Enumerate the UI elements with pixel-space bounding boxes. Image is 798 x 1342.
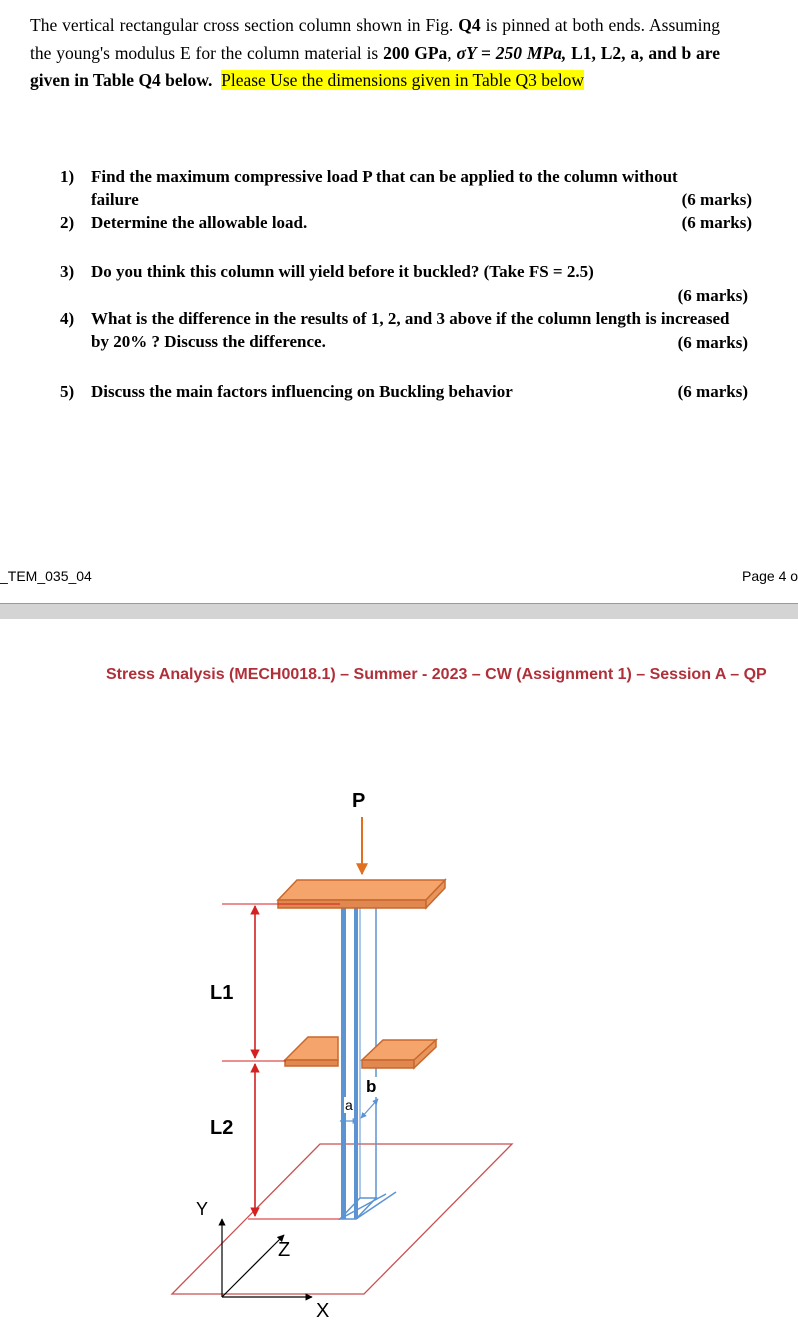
footer-doc-code: _TEM_035_04 [0,568,92,584]
l1-label: L1 [210,982,234,1004]
question-1: 1) Find the maximum compressive load P that can be applied to the column without failure (6 marks) [60,167,752,209]
yield-stress: σY = 250 MPa, [456,42,567,63]
figure-reference: Q4 [458,15,481,35]
question-3-marks: (6 marks) [677,286,748,305]
axis-z-label: Z [278,1239,291,1261]
dim-b-label: b [366,1077,377,1096]
problem-statement: The vertical rectangular cross section column shown in Fig. Q4 is pinned at both ends. Assuming the young's modulus E for the column material is 200 GPa, σY = 250 MPa, L1, L2, a, and b are given in Table Q4 below. Please Use the dimensions given in Table Q3 below [30,15,721,90]
question-4: 4) What is the difference in the results of 1, 2, and 3 above if the column length is increased by 20% ? Discuss the difference. (6 marks) [60,309,748,352]
youngs-modulus: 200 GPa [383,42,448,63]
middle-plate-right [362,1040,436,1068]
question-2: 2) Determine the allowable load. (6 marks) [60,213,752,232]
question-4-marks: (6 marks) [677,333,748,352]
question-1-marks: (6 marks) [681,190,752,209]
l2-label: L2 [210,1117,234,1139]
question-2-marks: (6 marks) [681,213,752,232]
load-label: P [352,790,366,812]
footer-page-number: Page 4 o [742,568,798,584]
dim-a-label: a [345,1097,353,1113]
axes [222,1219,312,1297]
question-5: 5) Discuss the main factors influencing on Buckling behavior (6 marks) [60,382,748,401]
question-5-marks: (6 marks) [677,382,748,401]
page-header: Stress Analysis (MECH0018.1) – Summer - 2023 – CW (Assignment 1) – Session A – QP [106,666,767,683]
highlighted-instruction: Please Use the dimensions given in Table Q3 below [221,70,585,90]
middle-plate-left [285,1037,338,1066]
question-3: 3) Do you think this column will yield before it buckled? (Take FS = 2.5) (6 marks) [60,262,748,305]
axis-x-label: X [316,1300,330,1322]
axis-y-label: Y [196,1199,209,1219]
